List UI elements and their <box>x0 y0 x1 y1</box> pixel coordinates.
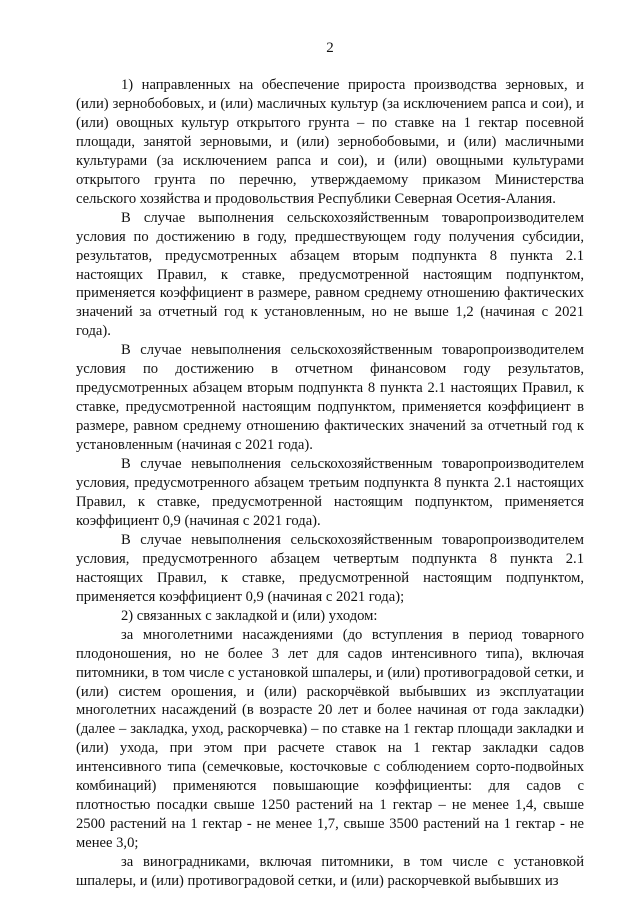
paragraph-1: 1) направленных на обеспечение прироста производства зерновых, и (или) зернобобовых, и (или) масличных культур (за исключением рапса и сои), и (или) овощных культур открытого грунта – по ставке на 1 гектар посевной площади, занятой зерновыми, и (или) зернобобовыми, и (или) масличными культурами (за исключением рапса и сои), и (или) овощными культурами открытого грунта по перечню, утверждаемому приказом Министерства сельского хозяйства и продовольствия Республики Северная Осетия-Алания. <box>76 77 584 207</box>
paragraph-8: за виноградниками, включая питомники, в том числе с установкой шпалеры, и (или) противоградовой сетки, и (или) раскорчевкой выбывших из <box>76 854 584 890</box>
paragraph-2: В случае выполнения сельскохозяйственным товаропроизводителем условия по достижению в году, предшествующем году получения субсидии, результатов, предусмотренных абзацем вторым подпункта 8 пункта 2.1 настоящих Правил, к ставке, предусмотренной настоящим подпунктом, применяется коэффициент в размере, равном среднему отношению фактических значений за отчетный год к установленным, но не выше 1,2 (начиная с 2021 года). <box>76 209 584 340</box>
page-number: 2 <box>326 40 334 56</box>
paragraph-3: В случае невыполнения сельскохозяйственным товаропроизводителем условия по достижению в отчетном финансовом году результатов, предусмотренных абзацем вторым подпункта 8 пункта 2.1 настоящих Правил, к ставке, предусмотренной настоящим подпунктом, применяется коэффициент в размере, равном среднему отношению фактических значений за отчетный год к установленным (начиная с 2021 года). <box>76 342 584 454</box>
paragraph-5: В случае невыполнения сельскохозяйственным товаропроизводителем условия, предусмотренного абзацем четвертым подпункта 8 пункта 2.1 настоящих Правил, к ставке, предусмотренной настоящим подпунктом, применяется коэффициент 0,9 (начиная с 2021 года); <box>76 531 584 605</box>
document-body <box>76 76 584 891</box>
paragraph-7: за многолетними насаждениями (до вступления в период товарного плодоношения, но не более 3 лет для садов интенсивного типа), включая питомники, в том числе с установкой шпалеры, и (или) противоградовой сетки, и (или) систем орошения, и (или) раскорчёвкой выбывших из эксплуатации многолетних насаждений (в возрасте 20 лет и более начиная от года закладки) (далее – закладка, уход, раскорчевка) – по ставке на 1 гектар площади закладки и (или) ухода, при этом при расчете ставок на 1 гектар закладки садов интенсивного типа (семечковые, косточковые с соблюдением сорто-подвойных комбинаций) применяются повышающие коэффициенты: для садов с плотностью посадки свыше 1250 растений на 1 гектар – не менее 1,4, свыше 2500 растений на 1 гектар - не менее 1,7, свыше 3500 растений на 1 гектар - не менее 3,0; <box>76 626 584 852</box>
paragraph-6: 2) связанных с закладкой и (или) уходом: <box>121 607 378 624</box>
paragraph-4: В случае невыполнения сельскохозяйственным товаропроизводителем условия, предусмотренного абзацем третьим подпункта 8 пункта 2.1 настоящих Правил, к ставке, предусмотренной настоящим подпунктом, применяется коэффициент 0,9 (начиная с 2021 года). <box>76 456 584 529</box>
